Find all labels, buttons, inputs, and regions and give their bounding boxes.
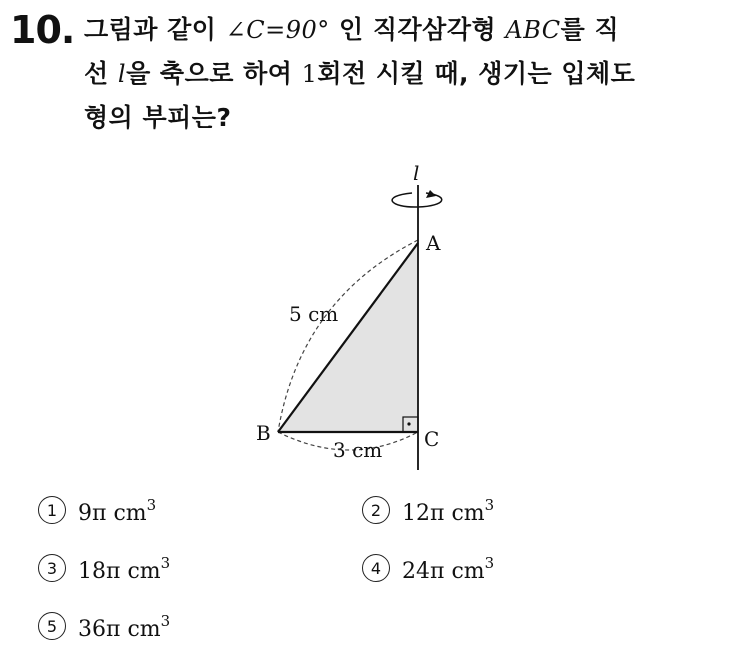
- choice-exponent: 3: [146, 496, 157, 514]
- question-text-part: 을 축으로 하여: [126, 59, 293, 88]
- choice-value-text: 36π cm: [78, 617, 161, 642]
- choice-value: [78, 496, 157, 526]
- choice-value: [402, 496, 495, 526]
- choice-marker: 3: [38, 554, 66, 582]
- right-angle-dot: [407, 422, 410, 425]
- choice-marker: 2: [362, 496, 390, 524]
- choice-exponent: 3: [484, 554, 495, 572]
- vertex-label-c: C: [424, 427, 440, 451]
- triangle-name: ABC: [505, 16, 561, 44]
- choice-3[interactable]: [38, 548, 170, 587]
- choice-value-text: 18π cm: [78, 559, 161, 584]
- choice-marker: 1: [38, 496, 66, 524]
- choice-exponent: 3: [160, 554, 171, 572]
- question-text-part: 선: [84, 59, 109, 88]
- hypotenuse-length-label: 5 cm: [289, 302, 339, 326]
- question-text-part: 를 직: [560, 15, 620, 44]
- choice-value: [78, 612, 171, 642]
- question-text-part: 그림과 같이: [84, 15, 217, 44]
- axis-label: l: [413, 161, 420, 185]
- choice-exponent: 3: [160, 612, 171, 630]
- choice-2[interactable]: [362, 490, 494, 529]
- choice-value-text: 12π cm: [402, 501, 485, 526]
- base-length-label: 3 cm: [333, 438, 383, 462]
- vertex-label-a: A: [426, 231, 441, 255]
- question-text-part: 인 직각삼각형: [339, 15, 497, 44]
- line-variable: l: [117, 60, 127, 88]
- choice-value-text: 9π cm: [78, 501, 147, 526]
- choice-marker: 5: [38, 612, 66, 640]
- angle-expression: ∠C=90°: [225, 16, 330, 44]
- question-line-3: 형의 부피는?: [84, 103, 232, 132]
- choice-1[interactable]: [38, 490, 156, 529]
- question-number: 10.: [10, 8, 75, 52]
- choice-value: [402, 554, 495, 584]
- choice-exponent: 3: [484, 496, 495, 514]
- vertex-label-b: B: [256, 421, 271, 445]
- choice-marker: 4: [362, 554, 390, 582]
- choice-4[interactable]: [362, 548, 494, 587]
- question-text-part: 회전 시킬 때, 생기는 입체도: [317, 59, 636, 88]
- choice-5[interactable]: [38, 606, 170, 645]
- choice-value-text: 24π cm: [402, 559, 485, 584]
- rotation-count: 1: [301, 60, 318, 88]
- choice-value: [78, 554, 171, 584]
